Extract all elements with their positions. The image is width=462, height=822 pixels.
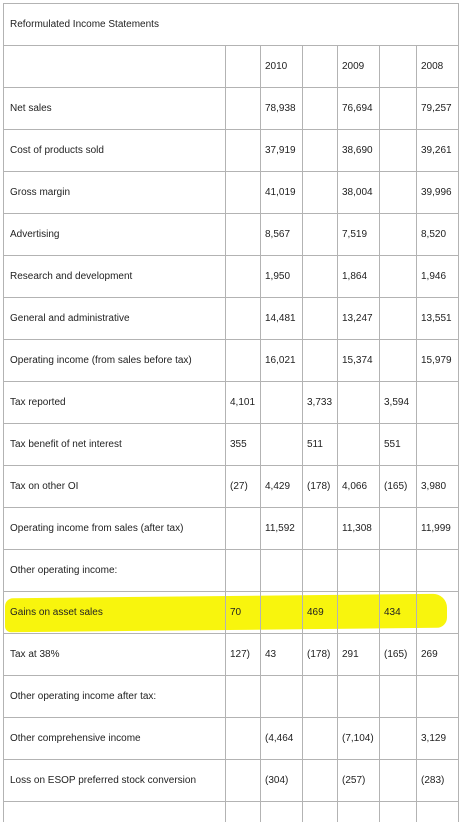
value-cell	[380, 718, 417, 760]
value-cell: (165)	[380, 466, 417, 508]
row-label: Gains on asset sales	[4, 592, 226, 634]
table-row	[4, 550, 459, 592]
value-cell: (178)	[303, 634, 338, 676]
value-cell: 15,979	[417, 340, 459, 382]
value-cell	[380, 298, 417, 340]
table-row	[4, 634, 459, 676]
value-cell	[226, 214, 261, 256]
table-row	[4, 718, 459, 760]
header-blank	[303, 46, 338, 88]
empty-cell	[4, 802, 226, 822]
value-cell: 291	[338, 634, 380, 676]
value-cell: 511	[303, 424, 338, 466]
value-cell: 1,864	[338, 256, 380, 298]
table-row	[4, 424, 459, 466]
value-cell	[303, 172, 338, 214]
value-cell: 8,520	[417, 214, 459, 256]
value-cell	[226, 130, 261, 172]
value-cell	[226, 676, 261, 718]
value-cell: 4,066	[338, 466, 380, 508]
row-label: General and administrative	[4, 298, 226, 340]
value-cell	[226, 718, 261, 760]
table-row	[4, 298, 459, 340]
value-cell	[380, 88, 417, 130]
row-label: Cost of products sold	[4, 130, 226, 172]
value-cell: 15,374	[338, 340, 380, 382]
value-cell	[338, 592, 380, 634]
value-cell: 269	[417, 634, 459, 676]
row-label: Other operating income:	[4, 550, 226, 592]
value-cell	[338, 382, 380, 424]
row-label: Advertising	[4, 214, 226, 256]
value-cell: 13,551	[417, 298, 459, 340]
table-row-cutoff	[4, 802, 459, 822]
value-cell	[303, 256, 338, 298]
year-header-row	[4, 46, 459, 88]
empty-cell	[417, 802, 459, 822]
value-cell	[303, 340, 338, 382]
row-label: Tax reported	[4, 382, 226, 424]
table-row	[4, 172, 459, 214]
row-label: Net sales	[4, 88, 226, 130]
row-label: Operating income (from sales before tax)	[4, 340, 226, 382]
empty-cell	[338, 802, 380, 822]
value-cell: 8,567	[261, 214, 303, 256]
value-cell: 79,257	[417, 88, 459, 130]
value-cell	[380, 760, 417, 802]
value-cell: 3,733	[303, 382, 338, 424]
value-cell	[417, 424, 459, 466]
value-cell: 43	[261, 634, 303, 676]
value-cell: 4,101	[226, 382, 261, 424]
row-label: Tax on other OI	[4, 466, 226, 508]
empty-cell	[261, 802, 303, 822]
value-cell: 38,690	[338, 130, 380, 172]
row-label: Tax at 38%	[4, 634, 226, 676]
value-cell: 39,996	[417, 172, 459, 214]
value-cell: 3,980	[417, 466, 459, 508]
value-cell: (7,104)	[338, 718, 380, 760]
table-row	[4, 340, 459, 382]
value-cell: 469	[303, 592, 338, 634]
value-cell: 14,481	[261, 298, 303, 340]
income-statement-table	[3, 3, 459, 822]
year-header-2009: 2009	[338, 46, 380, 88]
title-row	[4, 4, 459, 46]
value-cell	[261, 676, 303, 718]
row-label: Other comprehensive income	[4, 718, 226, 760]
value-cell	[303, 550, 338, 592]
value-cell: 16,021	[261, 340, 303, 382]
value-cell: (27)	[226, 466, 261, 508]
value-cell	[380, 256, 417, 298]
value-cell	[380, 130, 417, 172]
value-cell: (4,464	[261, 718, 303, 760]
table-row	[4, 676, 459, 718]
value-cell: 13,247	[338, 298, 380, 340]
value-cell	[303, 508, 338, 550]
header-blank	[4, 46, 226, 88]
empty-cell	[303, 802, 338, 822]
row-label: Research and development	[4, 256, 226, 298]
value-cell: 11,999	[417, 508, 459, 550]
value-cell	[261, 592, 303, 634]
value-cell	[380, 214, 417, 256]
value-cell	[417, 676, 459, 718]
value-cell	[380, 508, 417, 550]
value-cell: 434	[380, 592, 417, 634]
table-row	[4, 256, 459, 298]
row-label: Tax benefit of net interest	[4, 424, 226, 466]
table-row	[4, 214, 459, 256]
value-cell: 1,946	[417, 256, 459, 298]
value-cell: 38,004	[338, 172, 380, 214]
value-cell: 127)	[226, 634, 261, 676]
table-title: Reformulated Income Statements	[4, 4, 459, 46]
value-cell	[303, 298, 338, 340]
value-cell	[226, 508, 261, 550]
value-cell	[226, 340, 261, 382]
value-cell: 11,308	[338, 508, 380, 550]
value-cell	[338, 676, 380, 718]
value-cell: 76,694	[338, 88, 380, 130]
value-cell	[261, 550, 303, 592]
value-cell	[417, 382, 459, 424]
header-blank	[226, 46, 261, 88]
value-cell	[303, 760, 338, 802]
value-cell: 4,429	[261, 466, 303, 508]
value-cell	[380, 676, 417, 718]
value-cell	[226, 298, 261, 340]
header-blank	[380, 46, 417, 88]
value-cell: 3,129	[417, 718, 459, 760]
row-label: Loss on ESOP preferred stock conversion	[4, 760, 226, 802]
value-cell	[303, 130, 338, 172]
table-row	[4, 508, 459, 550]
value-cell: 7,519	[338, 214, 380, 256]
year-header-2010: 2010	[261, 46, 303, 88]
value-cell	[226, 550, 261, 592]
value-cell: 3,594	[380, 382, 417, 424]
value-cell	[226, 172, 261, 214]
value-cell: 70	[226, 592, 261, 634]
value-cell: 39,261	[417, 130, 459, 172]
table-row	[4, 760, 459, 802]
value-cell: (178)	[303, 466, 338, 508]
value-cell	[226, 256, 261, 298]
value-cell: (165)	[380, 634, 417, 676]
value-cell	[303, 676, 338, 718]
value-cell	[417, 550, 459, 592]
value-cell	[303, 214, 338, 256]
value-cell	[226, 760, 261, 802]
value-cell	[303, 718, 338, 760]
table-row	[4, 130, 459, 172]
value-cell: 11,592	[261, 508, 303, 550]
value-cell: 355	[226, 424, 261, 466]
year-header-2008: 2008	[417, 46, 459, 88]
value-cell: 78,938	[261, 88, 303, 130]
table-row	[4, 88, 459, 130]
row-label: Other operating income after tax:	[4, 676, 226, 718]
value-cell	[380, 172, 417, 214]
table-row	[4, 382, 459, 424]
value-cell: 1,950	[261, 256, 303, 298]
value-cell	[303, 88, 338, 130]
table-row	[4, 592, 459, 634]
value-cell	[338, 550, 380, 592]
value-cell: (257)	[338, 760, 380, 802]
row-label: Operating income from sales (after tax)	[4, 508, 226, 550]
value-cell	[380, 550, 417, 592]
empty-cell	[380, 802, 417, 822]
value-cell	[261, 424, 303, 466]
value-cell	[417, 592, 459, 634]
value-cell: (283)	[417, 760, 459, 802]
value-cell: 551	[380, 424, 417, 466]
value-cell: 41,019	[261, 172, 303, 214]
table-row	[4, 466, 459, 508]
value-cell	[261, 382, 303, 424]
empty-cell	[226, 802, 261, 822]
value-cell	[380, 340, 417, 382]
value-cell	[226, 88, 261, 130]
row-label: Gross margin	[4, 172, 226, 214]
value-cell: (304)	[261, 760, 303, 802]
value-cell	[338, 424, 380, 466]
value-cell: 37,919	[261, 130, 303, 172]
